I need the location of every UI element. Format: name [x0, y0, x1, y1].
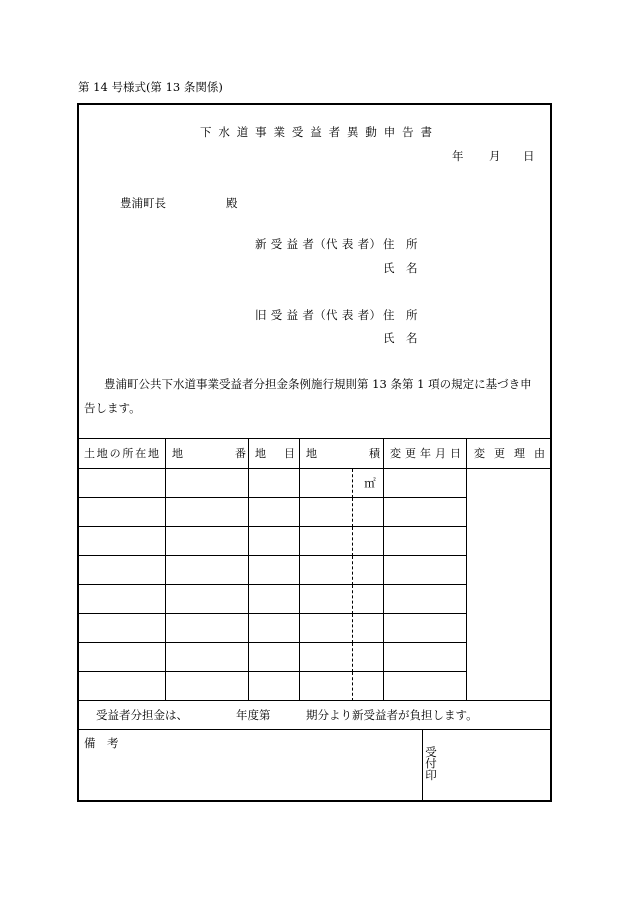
header-land-category: 地 目 [249, 439, 300, 469]
cell-land-category [249, 672, 300, 701]
header-land-location: 土地の所在地 [78, 439, 166, 469]
form-number: 第 14 号様式(第 13 条関係) [78, 80, 223, 94]
cell-land-area [300, 469, 353, 498]
old-beneficiary-label: 旧 受 益 者（代 表 者） [255, 308, 381, 322]
form-title: 下 水 道 事 業 受 益 者 異 動 申 告 書 [200, 125, 432, 139]
cell-area-unit [353, 527, 384, 556]
cell-land-location [78, 498, 166, 527]
cell-lot-number [166, 614, 249, 643]
header-change-reason: 変 更 理 由 [467, 439, 551, 469]
declaration-line-2: 告します。 [84, 401, 141, 415]
header-lot-number: 地 番 [166, 439, 249, 469]
cell-lot-number [166, 585, 249, 614]
cell-lot-number [166, 643, 249, 672]
old-beneficiary-name-label: 氏 名 [383, 331, 418, 345]
cell-land-area [300, 672, 353, 701]
burden-statement-prefix: 受益者分担金は、 [96, 708, 188, 722]
cell-land-location [78, 469, 166, 498]
cell-area-unit [353, 556, 384, 585]
addressee-honorific: 殿 [226, 196, 238, 210]
addressee-name: 豊浦町長 [120, 196, 166, 210]
cell-area-unit [353, 469, 384, 498]
cell-change-date [384, 643, 467, 672]
cell-lot-number [166, 469, 249, 498]
burden-statement-suffix: 期分より新受益者が負担します。 [306, 708, 478, 722]
cell-land-category [249, 585, 300, 614]
cell-land-area [300, 585, 353, 614]
cell-change-date [384, 614, 467, 643]
cell-land-area [300, 498, 353, 527]
cell-land-area [300, 556, 353, 585]
cell-land-location [78, 614, 166, 643]
declaration-line-1: 豊浦町公共下水道事業受益者分担金条例施行規則第 13 条第 1 項の規定に基づき申 [104, 377, 532, 391]
cell-land-category [249, 614, 300, 643]
land-table [78, 438, 551, 801]
cell-land-area [300, 643, 353, 672]
cell-area-unit [353, 498, 384, 527]
cell-land-area [300, 527, 353, 556]
cell-land-category [249, 469, 300, 498]
cell-change-date [384, 556, 467, 585]
cell-land-location [78, 672, 166, 701]
header-land-area: 地 積 [300, 439, 384, 469]
date-day-label: 日 [523, 149, 535, 163]
cell-lot-number [166, 498, 249, 527]
remarks-row [78, 730, 551, 801]
remarks-label: 備 考 [84, 736, 119, 750]
cell-lot-number [166, 556, 249, 585]
cell-land-category [249, 556, 300, 585]
cell-change-date [384, 469, 467, 498]
date-month-label: 月 [489, 149, 501, 163]
cell-land-area [300, 614, 353, 643]
old-beneficiary-address-label: 住 所 [383, 308, 418, 322]
new-beneficiary-address-label: 住 所 [383, 237, 418, 251]
cell-change-reason [467, 469, 551, 701]
date-year-label: 年 [452, 149, 464, 163]
cell-area-unit [353, 614, 384, 643]
cell-area-unit [353, 672, 384, 701]
cell-change-date [384, 672, 467, 701]
cell-land-location [78, 585, 166, 614]
cell-change-date [384, 527, 467, 556]
burden-statement-row [78, 701, 551, 730]
area-unit-label: ㎡ [364, 476, 376, 490]
cell-area-unit [353, 585, 384, 614]
cell-lot-number [166, 527, 249, 556]
cell-area-unit [353, 643, 384, 672]
cell-change-date [384, 585, 467, 614]
cell-land-location [78, 527, 166, 556]
burden-fiscal-year-label: 年度第 [236, 708, 271, 722]
cell-land-location [78, 556, 166, 585]
new-beneficiary-label: 新 受 益 者（代 表 者） [255, 237, 381, 251]
cell-land-location [78, 643, 166, 672]
new-beneficiary-name-label: 氏 名 [383, 261, 418, 275]
cell-lot-number [166, 672, 249, 701]
reception-stamp-label: 受付印 [424, 746, 438, 781]
cell-change-date [384, 498, 467, 527]
cell-land-category [249, 643, 300, 672]
cell-land-category [249, 527, 300, 556]
header-change-date: 変 更 年 月 日 [384, 439, 467, 469]
cell-land-category [249, 498, 300, 527]
remarks-divider [422, 730, 423, 800]
